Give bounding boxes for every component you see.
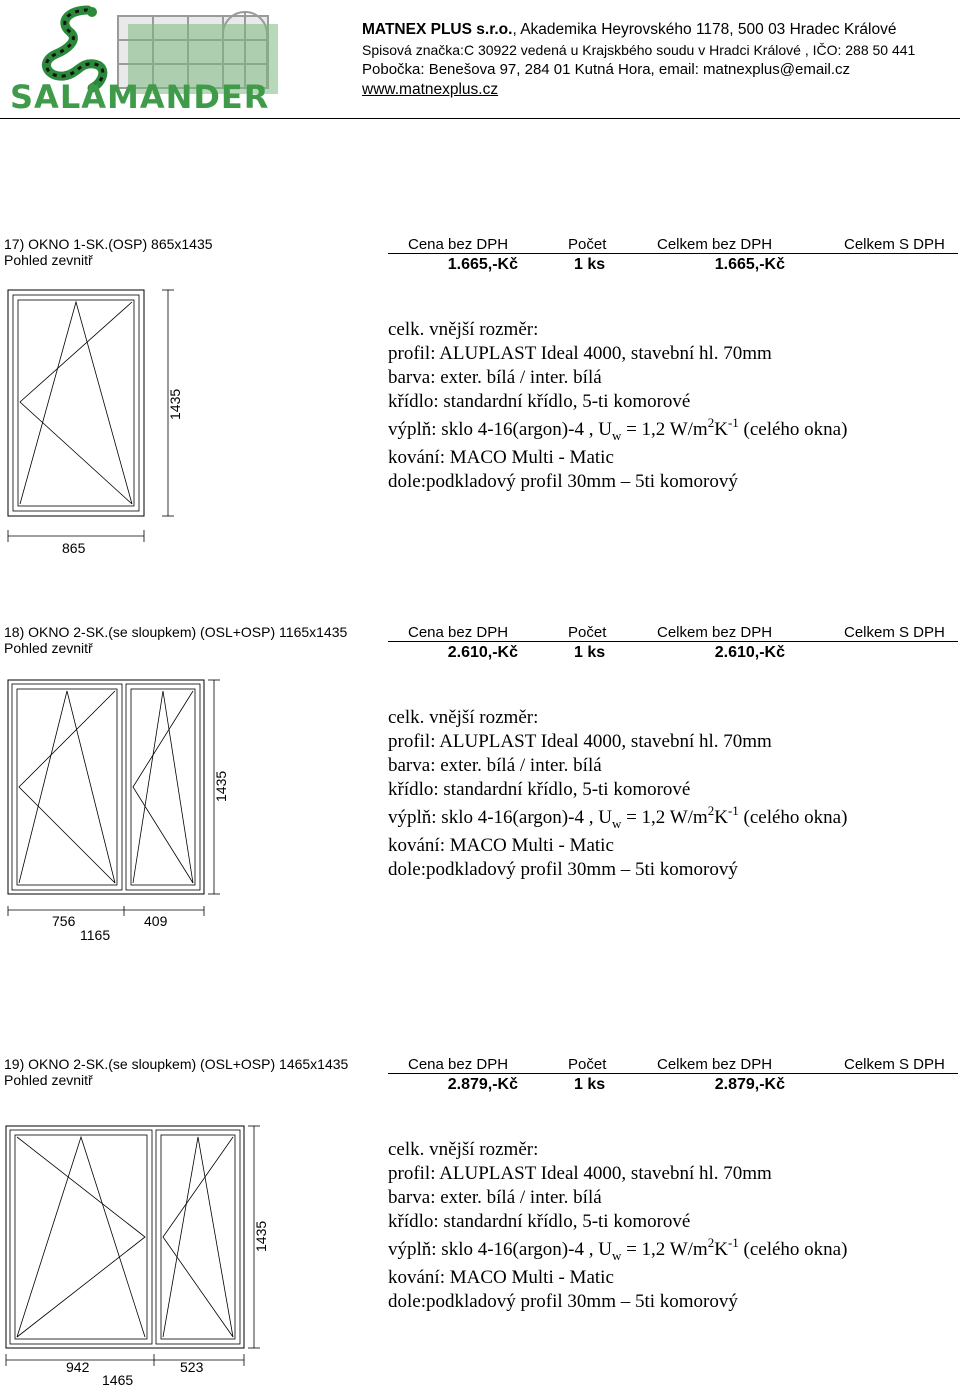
width-dimension: 865 <box>62 540 86 556</box>
spec-bottom-profile: dole:podkladový profil 30mm – 5ti komorový <box>388 471 738 492</box>
spec-color: barva: exter. bílá / inter. bílá <box>388 1187 602 1208</box>
total-label: Celkem bez DPH <box>657 236 773 253</box>
total-price: 2.610,-Kč <box>714 644 785 661</box>
spec-bottom-profile: dole:podkladový profil 30mm – 5ti komorový <box>388 1291 738 1312</box>
total-vat-label: Celkem S DPH <box>844 236 945 253</box>
item-title: 18) OKNO 2-SK.(se sloupkem) (OSL+OSP) 1165x1435 <box>4 624 348 640</box>
item-title: 17) OKNO 1-SK.(OSP) 865x1435 <box>4 236 213 252</box>
spec-sash: křídlo: standardní křídlo, 5-ti komorové <box>388 1211 691 1232</box>
window-drawing <box>0 676 250 946</box>
header-divider <box>0 118 960 119</box>
company-website-link[interactable]: www.matnexplus.cz <box>362 81 499 98</box>
total-label: Celkem bez DPH <box>657 1056 773 1073</box>
width-left-dimension: 942 <box>66 1359 90 1375</box>
price-row <box>388 1076 958 1096</box>
spec-hardware: kování: MACO Multi - Matic <box>388 1267 614 1288</box>
qty-label: Počet <box>568 236 607 253</box>
width-right-dimension: 523 <box>180 1359 204 1375</box>
height-dimension: 1435 <box>253 1220 269 1252</box>
price-label: Cena bez DPH <box>408 624 509 641</box>
spec-sash: křídlo: standardní křídlo, 5-ti komorové <box>388 779 691 800</box>
spec-block <box>388 1138 958 1314</box>
total-vat-label: Celkem S DPH <box>844 1056 945 1073</box>
width-right-dimension: 409 <box>144 913 168 929</box>
salamander-logo <box>8 4 343 116</box>
price-row <box>388 644 958 664</box>
qty-label: Počet <box>568 1056 607 1073</box>
width-dimension: 1165 <box>80 927 111 943</box>
width-left-dimension: 756 <box>52 913 76 929</box>
spec-bottom-profile: dole:podkladový profil 30mm – 5ti komorový <box>388 859 738 880</box>
spec-block <box>388 706 958 882</box>
spec-profile: profil: ALUPLAST Ideal 4000, stavební hl. 70mm <box>388 731 772 752</box>
price-label: Cena bez DPH <box>408 1056 509 1073</box>
unit-price: 1.665,-Kč <box>447 256 518 273</box>
spec-block <box>388 318 958 494</box>
spec-dimension: celk. vnější rozměr: <box>388 319 539 340</box>
spec-hardware: kování: MACO Multi - Matic <box>388 447 614 468</box>
unit-price: 2.879,-Kč <box>447 1076 518 1093</box>
item-view: Pohled zevnitř <box>4 640 93 656</box>
item-view: Pohled zevnitř <box>4 1072 93 1088</box>
company-address: , Akademika Heyrovského 1178, 500 03 Hradec Králové <box>512 21 897 38</box>
company-branch: Pobočka: Benešova 97, 284 01 Kutná Hora, email: matnexplus@email.cz <box>362 61 850 78</box>
item-title: 19) OKNO 2-SK.(se sloupkem) (OSL+OSP) 1465x1435 <box>4 1056 349 1072</box>
qty-label: Počet <box>568 624 607 641</box>
price-header <box>388 624 958 642</box>
logo-text: SALAMANDER <box>10 78 270 116</box>
quantity: 1 ks <box>574 256 606 273</box>
spec-hardware: kování: MACO Multi - Matic <box>388 835 614 856</box>
total-price: 1.665,-Kč <box>714 256 785 273</box>
company-name: MATNEX PLUS <box>362 21 472 38</box>
spec-dimension: celk. vnější rozměr: <box>388 707 539 728</box>
total-label: Celkem bez DPH <box>657 624 773 641</box>
spec-profile: profil: ALUPLAST Ideal 4000, stavební hl. 70mm <box>388 1163 772 1184</box>
price-header <box>388 236 958 254</box>
company-form: s.r.o. <box>476 21 513 38</box>
height-dimension: 1435 <box>213 770 229 802</box>
window-drawing <box>0 286 200 556</box>
width-dimension: 1465 <box>102 1372 134 1386</box>
price-header <box>388 1056 958 1074</box>
height-dimension: 1435 <box>167 388 183 420</box>
company-registry: Spisová značka:C 30922 vedená u Krajskbého soudu v Hradci Králové , IČO: 288 50 441 <box>362 42 916 58</box>
price-label: Cena bez DPH <box>408 236 509 253</box>
spec-sash: křídlo: standardní křídlo, 5-ti komorové <box>388 391 691 412</box>
spec-glazing: výplň: sklo 4-16(argon)-4 , $U_w = 1,2$ $W/m^2K^{-1}$ (celého okna) <box>388 415 848 443</box>
spec-glazing: výplň: sklo 4-16(argon)-4 , $U_w = 1,2$ $W/m^2K^{-1}$ (celého okna) <box>388 803 848 831</box>
spec-dimension: celk. vnější rozměr: <box>388 1139 539 1160</box>
quantity: 1 ks <box>574 1076 606 1093</box>
spec-color: barva: exter. bílá / inter. bílá <box>388 367 602 388</box>
window-drawing <box>0 1124 290 1386</box>
spec-glazing: výplň: sklo 4-16(argon)-4 , $U_w = 1,2$ $W/m^2K^{-1}$ (celého okna) <box>388 1235 848 1263</box>
quantity: 1 ks <box>574 644 606 661</box>
company-header <box>362 20 957 100</box>
price-row <box>388 256 958 276</box>
item-view: Pohled zevnitř <box>4 252 93 268</box>
spec-color: barva: exter. bílá / inter. bílá <box>388 755 602 776</box>
spec-profile: profil: ALUPLAST Ideal 4000, stavební hl. 70mm <box>388 343 772 364</box>
total-vat-label: Celkem S DPH <box>844 624 945 641</box>
unit-price: 2.610,-Kč <box>447 644 518 661</box>
total-price: 2.879,-Kč <box>714 1076 785 1093</box>
